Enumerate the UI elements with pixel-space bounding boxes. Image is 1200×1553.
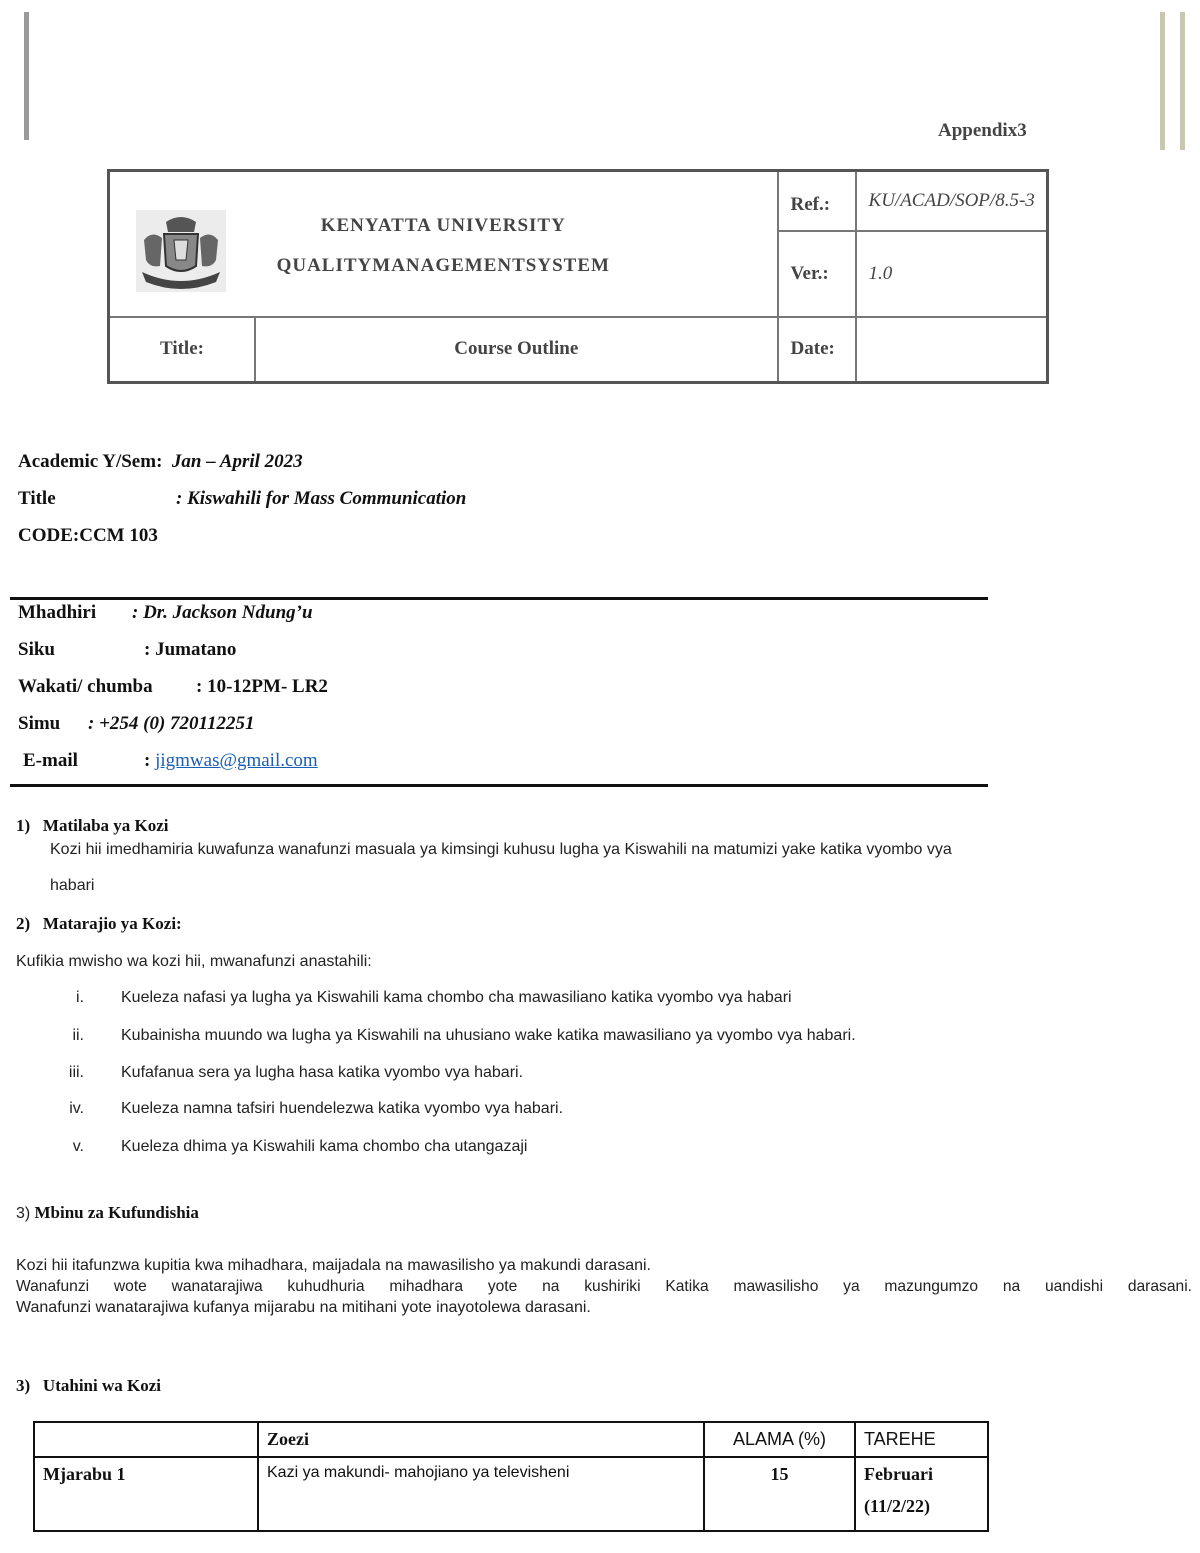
assessment-table [33, 1421, 989, 1532]
section-2-title: Matarajio ya Kozi: [42, 914, 182, 933]
university-crest-logo [136, 210, 226, 292]
day-label: Siku [18, 639, 55, 660]
section-3-number: 3) [16, 1205, 31, 1222]
right-margin-bar-1 [1160, 12, 1165, 150]
table-header-row [34, 1422, 988, 1457]
appendix-label: Appendix3 [938, 120, 1027, 141]
section-3-title: Mbinu za Kufundishia [34, 1203, 199, 1222]
section-3-paragraph-2: Wanafunzi wote wanatarajiwa kuhudhuria mihadhara yote na kushiriki Katika mawasilisho ya mazungumzo na uandishi darasani. [16, 1278, 1192, 1295]
date-month: Februari [864, 1464, 933, 1484]
ver-label: Ver.: [778, 231, 856, 317]
phone-label: Simu [18, 713, 61, 734]
qms-header-table [107, 169, 1049, 384]
academic-year-value: Jan – April 2023 [171, 451, 303, 472]
objective-text: Kufafanua sera ya lugha hasa katika vyombo vya habari. [121, 1064, 524, 1081]
lecturer-value: : Dr. Jackson Ndung’u [132, 602, 313, 623]
course-code: CODE:CCM 103 [18, 525, 158, 546]
objective-number: iii. [68, 1064, 84, 1081]
section-1-heading [16, 816, 169, 836]
divider-bottom [10, 784, 988, 787]
table-cell: Kazi ya makundi- mahojiano ya televisheni [258, 1457, 704, 1531]
day-value: : Jumatano [144, 639, 237, 660]
section-4-number: 3) [16, 1376, 31, 1395]
email-colon: : [144, 750, 151, 771]
ver-value: 1.0 [856, 231, 1048, 317]
section-2-intro: Kufikia mwisho wa kozi hii, mwanafunzi anastahili: [16, 953, 372, 970]
lecturer-label: Mhadhiri [18, 602, 97, 623]
objective-text: Kubainisha muundo wa lugha ya Kiswahili na uhusiano wake katika mawasiliano ya vyombo vya habari. [121, 1027, 856, 1044]
qms-name: QUALITYMANAGEMENTSYSTEM [276, 254, 610, 276]
email-label: E-mail [23, 750, 78, 771]
section-1-title: Matilaba ya Kozi [42, 816, 169, 835]
date-label: Date: [778, 317, 856, 383]
time-room-label: Wakati/ chumba [18, 676, 153, 697]
title-label: Title: [109, 317, 256, 383]
title-value: Course Outline [255, 317, 778, 383]
course-info [18, 443, 466, 554]
objective-text: Kueleza nafasi ya lugha ya Kiswahili kama chombo cha mawasiliano katika vyombo vya habari [121, 989, 792, 1006]
objective-text: Kueleza dhima ya Kiswahili kama chombo cha utangazaji [121, 1138, 528, 1155]
section-2-number: 2) [16, 914, 31, 933]
time-room-value: : 10-12PM- LR2 [196, 676, 328, 697]
table-cell-date [855, 1457, 988, 1531]
table-cell: 15 [704, 1457, 855, 1531]
academic-year-label: Academic Y/Sem: [18, 451, 163, 472]
objective-number: iv. [69, 1100, 84, 1117]
objective-number: i. [76, 989, 84, 1006]
right-margin-bar-2 [1180, 12, 1185, 150]
table-header-cell [34, 1422, 258, 1457]
date-day: (11/2/22) [864, 1496, 930, 1516]
section-3-paragraph-3: Wanafunzi wanatarajiwa kufanya mijarabu na mitihani yote inayotolewa darasani. [16, 1299, 591, 1316]
course-title-value: : Kiswahili for Mass Communication [176, 488, 467, 509]
ref-label: Ref.: [778, 171, 856, 231]
objective-text: Kueleza namna tafsiri huendelezwa katika vyombo vya habari. [121, 1100, 564, 1117]
date-value [856, 317, 1048, 383]
objective-number: ii. [72, 1027, 84, 1044]
section-4-title: Utahini wa Kozi [42, 1376, 161, 1395]
ref-value: KU/ACAD/SOP/8.5-3 [856, 171, 1048, 231]
section-1-text: Kozi hii imedhamiria kuwafunza wanafunzi masuala ya kimsingi kuhusu lugha ya Kiswahili na matumizi yake katika vyombo vya [50, 841, 952, 858]
course-title-label: Title [18, 488, 56, 509]
table-header-cell: ALAMA (%) [704, 1422, 855, 1457]
table-cell: Mjarabu 1 [34, 1457, 258, 1531]
section-2-heading [16, 914, 182, 934]
section-3-body [16, 1255, 1192, 1318]
email-link[interactable]: jigmwas@gmail.com [155, 750, 318, 771]
table-header-cell: Zoezi [258, 1422, 704, 1457]
table-row [34, 1457, 988, 1531]
lecturer-info [18, 594, 328, 779]
objective-number: v. [72, 1138, 84, 1155]
table-header-cell: TAREHE [855, 1422, 988, 1457]
section-4-heading [16, 1376, 161, 1396]
section-3-paragraph-1: Kozi hii itafunzwa kupitia kwa mihadhara, maijadala na mawasilisho ya makundi darasani. [16, 1257, 651, 1274]
section-3-heading [16, 1203, 199, 1223]
left-margin-bar [24, 12, 29, 140]
phone-value: : +254 (0) 720112251 [88, 713, 255, 734]
section-1-text-cont: habari [50, 877, 95, 894]
section-1-number: 1) [16, 816, 31, 835]
university-name: KENYATTA UNIVERSITY [320, 214, 566, 236]
